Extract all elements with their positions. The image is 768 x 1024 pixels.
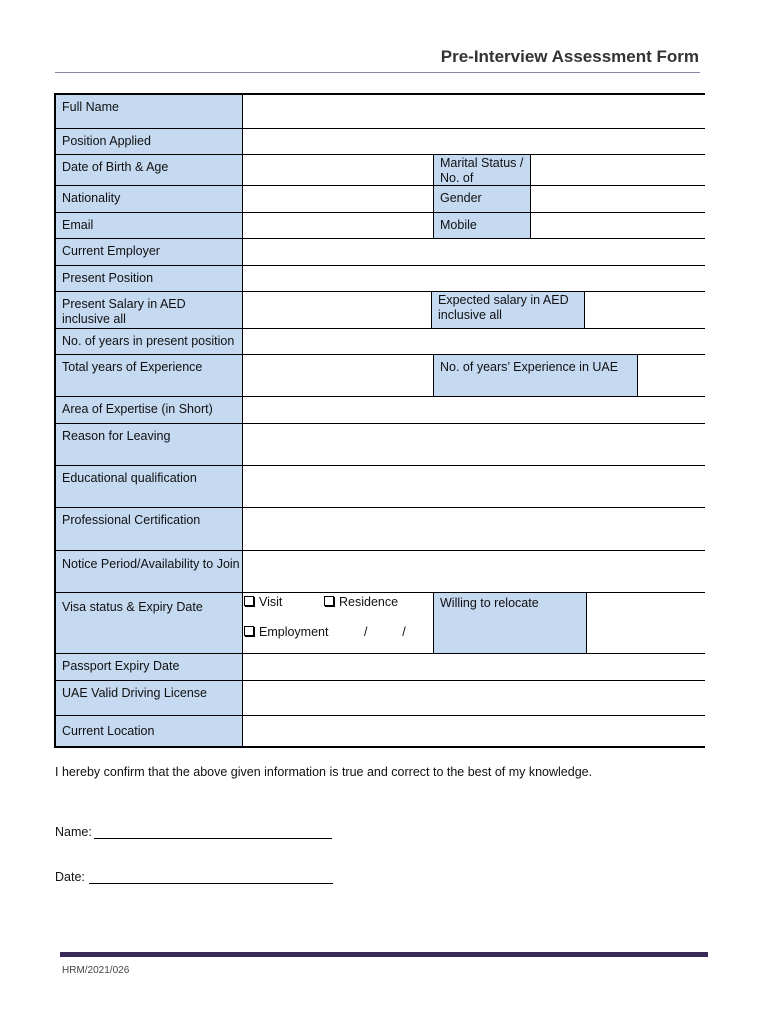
total-experience-label: Total years of Experience [56,355,243,397]
passport-expiry-field[interactable] [243,654,705,681]
gender-label: Gender [434,186,531,213]
visa-residence-option[interactable]: Residence [324,595,398,609]
name-signature-line[interactable] [94,838,332,839]
passport-expiry-label: Passport Expiry Date [56,654,243,681]
name-label: Name: [55,825,92,839]
present-salary-label: Present Salary in AED inclusive all [56,292,243,329]
full-name-label: Full Name [56,95,243,129]
driving-license-label: UAE Valid Driving License [56,681,243,716]
uae-experience-field[interactable] [638,355,705,397]
willing-relocate-label: Willing to relocate [434,593,587,654]
notice-period-field[interactable] [243,551,705,593]
date-label: Date: [55,870,85,884]
full-name-field[interactable] [243,95,705,129]
certification-label: Professional Certification [56,508,243,551]
current-location-field[interactable] [243,716,705,746]
marital-status-label: Marital Status / No. of [434,155,531,186]
uae-experience-label: No. of years’ Experience in UAE [434,355,638,397]
expected-salary-field[interactable] [585,292,705,329]
nationality-label: Nationality [56,186,243,213]
page-title: Pre-Interview Assessment Form [440,47,699,66]
present-position-field[interactable] [243,266,705,292]
certification-field[interactable] [243,508,705,551]
position-applied-field[interactable] [243,129,705,155]
reason-leaving-label: Reason for Leaving [56,424,243,466]
title-divider [55,72,700,73]
present-salary-field[interactable] [243,292,432,329]
visa-visit-option[interactable]: Visit [244,595,282,609]
footer-bar [60,952,708,957]
visa-expiry-date-field[interactable]: / / [364,625,406,639]
employment-checkbox[interactable] [244,626,254,636]
area-expertise-label: Area of Expertise (in Short) [56,397,243,424]
residence-checkbox[interactable] [324,596,334,606]
visa-employment-option[interactable]: Employment [244,625,328,639]
gender-field[interactable] [531,186,705,213]
reason-leaving-field[interactable] [243,424,705,466]
visa-status-label: Visa status & Expiry Date [56,593,243,654]
expected-salary-label: Expected salary in AED inclusive all [432,292,585,329]
position-applied-label: Position Applied [56,129,243,155]
current-employer-label: Current Employer [56,239,243,266]
notice-period-label: Notice Period/Availability to Join [56,551,243,593]
date-signature-line[interactable] [89,883,333,884]
marital-status-field[interactable] [531,155,705,186]
email-field[interactable] [243,213,434,239]
nationality-field[interactable] [243,186,434,213]
present-position-label: Present Position [56,266,243,292]
document-code: HRM/2021/026 [62,965,130,976]
dob-age-field[interactable] [243,155,434,186]
education-field[interactable] [243,466,705,508]
confirmation-statement: I hereby confirm that the above given information is true and correct to the best of my knowledge. [55,765,593,779]
willing-relocate-field[interactable] [587,593,705,654]
assessment-form-table [54,93,705,748]
current-location-label: Current Location [56,716,243,746]
mobile-field[interactable] [531,213,705,239]
education-label: Educational qualification [56,466,243,508]
area-expertise-field[interactable] [243,397,705,424]
mobile-label: Mobile [434,213,531,239]
years-present-position-field[interactable] [243,329,705,355]
visit-checkbox[interactable] [244,596,254,606]
dob-age-label: Date of Birth & Age [56,155,243,186]
total-experience-field[interactable] [243,355,434,397]
years-present-position-label: No. of years in present position [56,329,243,355]
email-label: Email [56,213,243,239]
current-employer-field[interactable] [243,239,705,266]
driving-license-field[interactable] [243,681,705,716]
